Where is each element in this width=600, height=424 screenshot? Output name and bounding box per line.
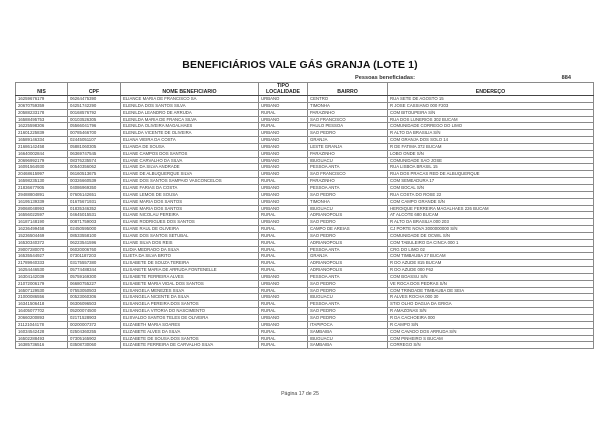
cpf-cell: 07605142651 [68,191,121,198]
table-row [16,287,594,294]
nis-cell: 20696992179 [16,157,68,164]
address-cell: COM TRINDADE TIMBAUBA DE SEIA [388,287,594,294]
address-cell: R ALVES ROCHA 000 30 [388,294,594,301]
beneficiary-count-value: 884 [561,75,571,81]
table-row [16,143,594,150]
name-cell: ELIANE MARIA DOS SANTOS [121,205,259,212]
locality-type-cell: RURAL [259,342,308,349]
locality-type-cell: RURAL [259,123,308,130]
neighborhood-cell: PARAZINHO [308,150,388,157]
nis-cell: 16530340372 [16,239,68,246]
locality-type-cell: RURAL [259,226,308,233]
name-cell: ELIANDA DE SOUSA [121,143,259,150]
name-cell: ELIANE LEMOS DE SOUSA [121,191,259,198]
nis-cell: 16091564930 [16,164,68,171]
cpf-cell: 00103526305 [68,116,121,123]
cpf-cell: 01675671931 [68,198,121,205]
nis-cell: 29007280070 [16,246,68,253]
beneficiary-count-label: Pessoas beneficiadas: [355,75,416,81]
address-cell: R CAMPO S/N [388,321,594,328]
address-cell: VE ROCA DOS PEDRAS S/N [388,280,594,287]
neighborhood-cell: CENTRO [308,96,388,103]
table-row [16,157,594,164]
address-cell: R JOSE CASSIANO 000 F203 [388,102,594,109]
name-cell: ELIANA VIEIRA DA COSTA [121,137,259,144]
neighborhood-cell: SAO FRANCISCO [308,116,388,123]
address-cell: COM CAVADO DOS ARRUDA S/N [388,328,594,335]
neighborhood-cell: GRANJA [308,253,388,260]
table-row [16,321,594,328]
locality-type-cell: URBANO [259,171,308,178]
name-cell: ELIANE DA SILVA ANDRADE [121,164,259,171]
name-cell: ELENILDA DOS SANTOS SILVA [121,102,259,109]
nis-cell: 16254446530 [16,267,68,274]
table-row [16,123,594,130]
address-cell: R ALTO DA BRASILIA S/N [388,130,594,137]
name-cell: ELIZABETE FERREIRA DE CARVALHO SILVA [121,342,259,349]
nis-cell: 16259676179 [16,96,68,103]
table-row [16,315,594,322]
address-cell: RUA DOS PRACAS RED DE ALBUQUERQUE [388,171,594,178]
column-header-neighborhood: BAIRRO [308,83,388,96]
neighborhood-cell: SAO PEDRO [308,315,388,322]
neighborhood-cell: ADRIANOPOLIS [308,267,388,274]
locality-type-cell: RURAL [259,301,308,308]
address-cell: CJ PORTE NOVA 3000000000 S/N [388,226,594,233]
locality-type-cell: URBANO [259,150,308,157]
locality-type-cell: URBANO [259,143,308,150]
cpf-cell: 07305165902 [68,335,121,342]
locality-type-cell: URBANO [259,184,308,191]
table-row [16,226,594,233]
address-cell: COMUNIDADE CORREGO DO LIMO [388,123,594,130]
locality-type-cell: URBANO [259,96,308,103]
name-cell: ELIZABETE DE SOUSA DOS SANTOS [121,335,259,342]
name-cell: ELISABETE FERREIRA ALVES [121,273,259,280]
name-cell: ELIETA DA SILVA BRITO [121,253,259,260]
beneficiaries-table [15,82,594,349]
neighborhood-cell: PAULO PESSOA [308,123,388,130]
cpf-cell: 02504360255 [68,328,121,335]
neighborhood-cell: SAMBAIBA [308,342,388,349]
neighborhood-cell: SAMBAIBA [308,328,388,335]
name-cell: ELIANE DOS SANTOS SETUBAL [121,232,259,239]
table-row [16,171,594,178]
address-cell: R DE FATIMA 372 BUCAM [388,143,594,150]
cpf-cell: 00523060306 [68,294,121,301]
nis-cell: 29488804891 [16,191,68,198]
nis-cell: 15236504469 [16,232,68,239]
nis-cell: 20660200893 [16,315,68,322]
table-row [16,335,594,342]
cpf-cell: 05200074500 [68,308,121,315]
cpf-cell: 00540356062 [68,164,121,171]
neighborhood-cell: ITAPIPOCA [308,321,388,328]
name-cell: ELIANE NICOLAU PEREIRA [121,212,259,219]
table-row [16,178,594,185]
table-row [16,164,594,171]
neighborhood-cell: SAO PEDRO [308,130,388,137]
cpf-cell: 01835346352 [68,205,121,212]
name-cell: ELENILDA MARIA DE FRANCA SILVA [121,116,259,123]
locality-type-cell: URBANO [259,164,308,171]
table-row [16,267,594,274]
table-row [16,102,594,109]
nis-cell: 20468615997 [16,171,68,178]
name-cell: ELISVALDO SANTOS TELES DE OLIVEIRA [121,315,259,322]
locality-type-cell: URBANO [259,294,308,301]
nis-cell: 21000086556 [16,294,68,301]
cpf-cell: 05881060305 [68,143,121,150]
cpf-cell: 05566041796 [68,123,121,130]
table-row [16,246,594,253]
nis-cell: 21836677905 [16,184,68,191]
locality-type-cell: RURAL [259,109,308,116]
neighborhood-cell: SAO PEDRO [308,219,388,226]
neighborhood-cell: LESTE GRANJA [308,143,388,150]
name-cell: ELISANETE MARIA DE ARRUDA FONTENELLE [121,267,259,274]
table-row [16,232,594,239]
nis-cell: 16535544927 [16,253,68,260]
name-cell: ELIANE SILVA DOS REIS [121,239,259,246]
nis-cell: 16598235130 [16,178,68,185]
locality-type-cell: RURAL [259,212,308,219]
locality-type-cell: URBANO [259,191,308,198]
table-row [16,96,594,103]
nis-cell: 29068048993 [16,205,68,212]
cpf-cell: 06223541596 [68,239,121,246]
nis-cell: 21121044178 [16,321,68,328]
address-cell: R AMAZONAS S/N [388,308,594,315]
locality-type-cell: URBANO [259,321,308,328]
neighborhood-cell: TIMONHA [308,198,388,205]
locality-type-cell: URBANO [259,273,308,280]
neighborhood-cell: PESSOA ANTA [308,301,388,308]
cpf-cell: 00168576792 [68,109,121,116]
cpf-cell: 07301187203 [68,253,121,260]
address-cell: COMUNIDADE DE OCWIL S/N [388,232,594,239]
cpf-cell: 06264475390 [68,96,121,103]
name-cell: ELIANE FARIAS DA COSTA [121,184,259,191]
name-cell: ELENILDA LEANDRO DE ARRUDA [121,109,259,116]
nis-cell: 16502288493 [16,335,68,342]
nis-cell: 16405077702 [16,308,68,315]
name-cell: ELIANE CARVALHO DA SILVA [121,157,259,164]
table-row [16,198,594,205]
name-cell: ELISANGELA NICENTE DA SILVA [121,294,259,301]
neighborhood-cell: PESSOA ANTA [308,273,388,280]
name-cell: ELENILDA OLIVEIRA MAGALHAES [121,123,259,130]
table-row [16,150,594,157]
neighborhood-cell: SAO PEDRO [308,308,388,315]
address-cell: LOBO ONDE S/N [388,150,594,157]
address-cell: COM BOASSU S/N [388,273,594,280]
nis-cell: 16589146334 [16,137,68,144]
address-cell: STIO OLHO DAGUA DA GRIGA [388,301,594,308]
cpf-cell: 02450595000 [68,226,121,233]
cpf-cell: 05759169300 [68,273,121,280]
cpf-cell: 03175557380 [68,260,121,267]
locality-type-cell: URBANO [259,280,308,287]
address-cell: R DO AZUDE 815 BUCAM [388,260,594,267]
cpf-cell: 00200007372 [68,321,121,328]
name-cell: ELISANGELA VITORIA DO NASCIMENTO [121,308,259,315]
neighborhood-cell: SAO PEDRO [308,232,388,239]
name-cell: ELIANE RODRIGUES DOS SANTOS [121,219,259,226]
neighborhood-cell: GRANJA [308,137,388,144]
table-row [16,109,594,116]
neighborhood-cell: ADRIANOPOLIS [308,260,388,267]
neighborhood-cell: IBUGUACU [308,294,388,301]
cpf-cell: 00871759003 [68,219,121,226]
table-row [16,260,594,267]
locality-type-cell: URBANO [259,157,308,164]
cpf-cell: 07553050503 [68,287,121,294]
table-row [16,273,594,280]
neighborhood-cell: PARAZINHO [308,178,388,185]
neighborhood-cell: IBUGUACU [308,205,388,212]
address-cell: COM PINHEIRO S BUCAM [388,335,594,342]
locality-type-cell: RURAL [259,335,308,342]
cpf-cell: 08376235574 [68,157,121,164]
neighborhood-cell: IBUGUACU [308,157,388,164]
cpf-cell: 00785466700 [68,130,121,137]
name-cell: ELIANE MARIA DOS SANTOS [121,198,259,205]
column-header-address: ENDEREÇO [388,83,594,96]
locality-type-cell: RURAL [259,246,308,253]
address-cell: RUA COSTA DO ROSE 22 [388,191,594,198]
address-cell: CORREGO S/N [388,342,594,349]
table-row [16,219,594,226]
neighborhood-cell: PARAZINHO [308,109,388,116]
nis-cell: 21601225839 [16,130,68,137]
page-title: BENEFICIÁRIOS VALE GÁS GRANJA (LOTE 1) [182,59,418,71]
table-row [16,308,594,315]
locality-type-cell: RURAL [259,267,308,274]
nis-cell: 16195139339 [16,198,68,205]
cpf-cell: 04251742290 [68,102,121,109]
name-cell: ELIZABETE ALVES DA SILVA [121,328,259,335]
nis-cell: 16304142039 [16,273,68,280]
cpf-cell: 06020006760 [68,246,121,253]
neighborhood-cell: SAO PEDRO [308,287,388,294]
table-row [16,205,594,212]
cpf-cell: 04086969350 [68,184,121,191]
table-row [16,184,594,191]
cpf-cell: 08533558100 [68,232,121,239]
neighborhood-cell: PESSOA ANTA [308,246,388,253]
nis-cell: 16225598306 [16,123,68,130]
cpf-cell: 02445051107 [68,137,121,144]
nis-cell: 16640002844 [16,150,68,157]
nis-cell: 16236499458 [16,226,68,233]
nis-cell: 20670759359 [16,102,68,109]
name-cell: ELISANGELA PEREIRA DOS SANTOS [121,301,259,308]
nis-cell: 21686142458 [16,143,68,150]
cpf-cell: 06306096503 [68,301,121,308]
page-number: Página 17 de 25 [281,391,319,397]
column-header-nis: NIS [16,83,68,96]
nis-cell: 16556022597 [16,212,68,219]
nis-cell: 16588495753 [16,116,68,123]
address-cell: R DA CACHOEIRA 000 [388,315,594,322]
cpf-cell: 06369747545 [68,150,121,157]
neighborhood-cell: SAO PEDRO [308,280,388,287]
table-body [16,96,594,349]
address-cell: COM SEMEADURA 17 [388,178,594,185]
nis-cell: 20588233178 [16,109,68,116]
name-cell: ELIANE DE ALBUQUERQUE SILVA [121,171,259,178]
neighborhood-cell: TIMONHA [308,102,388,109]
neighborhood-cell: SAO PEDRO [308,191,388,198]
address-cell: CRG DO LIMO 02 [388,246,594,253]
neighborhood-cell: PESSOA ANTA [308,184,388,191]
nis-cell: 21789940333 [16,260,68,267]
table-row [16,137,594,144]
name-cell: ELISABETE MARIA VIDAL DOS SANTOS [121,280,259,287]
address-cell: RUA SETE DE AGOSTO 15 [388,96,594,103]
table-row [16,328,594,335]
locality-type-cell: URBANO [259,315,308,322]
locality-type-cell: RURAL [259,178,308,185]
neighborhood-cell: ADRIANOPOLIS [308,212,388,219]
cpf-cell: 02171528903 [68,315,121,322]
address-cell: COMUNIDADE SAO JOSE [388,157,594,164]
locality-type-cell: URBANO [259,219,308,226]
locality-type-cell: RURAL [259,253,308,260]
address-cell: COM CAMPO GRANDE S/N [388,198,594,205]
table-row [16,212,594,219]
nis-cell: 16187148190 [16,219,68,226]
address-cell: RUA LISBOA BRASIL 15 [388,164,594,171]
address-cell: RUA DOS LUNERIOS 302 BUCAM [388,116,594,123]
nis-cell: 16507129530 [16,287,68,294]
name-cell: ELENILDA VICENTE DE OLIVEIRA [121,130,259,137]
cpf-cell: 06160513675 [68,171,121,178]
name-cell: ELIDIA MEDRADO DA SILVA [121,246,259,253]
nis-cell: 21072006179 [16,280,68,287]
name-cell: ELISABETE DE SOUZA TEREIRA [121,260,259,267]
neighborhood-cell: CAMPO DE AREIAS [308,226,388,233]
name-cell: ELIANE CAMPOS DOS SANTOS [121,150,259,157]
locality-type-cell: RURAL [259,239,308,246]
locality-type-cell: URBANO [259,116,308,123]
table-row [16,116,594,123]
table-row [16,253,594,260]
address-cell: R DO AZUDE 000 F62 [388,267,594,274]
address-cell: AT ALCOTE 680 BUCAM [388,212,594,219]
locality-type-cell: RURAL [259,232,308,239]
locality-type-cell: URBANO [259,205,308,212]
address-cell: COM TABULEIRO DA CINCA 000 1 [388,239,594,246]
name-cell: ELIANE RAUL DE OLIVEIRA [121,226,259,233]
nis-cell: 16341506418 [16,301,68,308]
table-row [16,280,594,287]
address-cell: COM GRANJA DOS SOLO 14 [388,137,594,144]
column-header-locality-type: TIPO LOCALIDADE [259,83,308,96]
cpf-cell: 05774488344 [68,267,121,274]
neighborhood-cell: IBUGUACU [308,335,388,342]
address-cell: COM TIMBAUBA 27 BUCAM [388,253,594,260]
locality-type-cell: RURAL [259,260,308,267]
column-header-name: NOME BENEFICIARIO [121,83,259,96]
nis-cell: 16385736516 [16,342,68,349]
table-row [16,301,594,308]
table-row [16,239,594,246]
neighborhood-cell: ADRIANOPOLIS [308,239,388,246]
name-cell: ELISANGELA MENEZES SILVA [121,287,259,294]
table-row [16,294,594,301]
locality-type-cell: RURAL [259,328,308,335]
locality-type-cell: RURAL [259,308,308,315]
address-cell: HEROIQUE FERREIRA MAGALHAES 226 BUCAM [388,205,594,212]
neighborhood-cell: PESSOA ANTA [308,164,388,171]
address-cell: R ALTO DA BRASILIA 000 203 [388,219,594,226]
nis-cell: 16034542428 [16,328,68,335]
name-cell: ELIANE DOS SANTOS SAMPAIO VASCONCELOS [121,178,259,185]
locality-type-cell: URBANO [259,137,308,144]
locality-type-cell: URBANO [259,198,308,205]
table-row [16,130,594,137]
name-cell: ELIANCE MARIA DE FRANCISCO SA [121,96,259,103]
address-cell: COM BITOUPEIRA S/N [388,109,594,116]
cpf-cell: 03508730060 [68,342,121,349]
name-cell: ELIZABETH MARIA SOARES [121,321,259,328]
column-header-cpf: CPF [68,83,121,96]
locality-type-cell: RURAL [259,287,308,294]
cpf-cell: 00326660539 [68,178,121,185]
address-cell: COM BOCAL S/N [388,184,594,191]
neighborhood-cell: SAO FRANCISCO [308,171,388,178]
locality-type-cell: URBANO [259,130,308,137]
locality-type-cell: URBANO [259,102,308,109]
table-row [16,191,594,198]
cpf-cell: 06680755227 [68,280,121,287]
cpf-cell: 04645015531 [68,212,121,219]
table-row [16,342,594,349]
